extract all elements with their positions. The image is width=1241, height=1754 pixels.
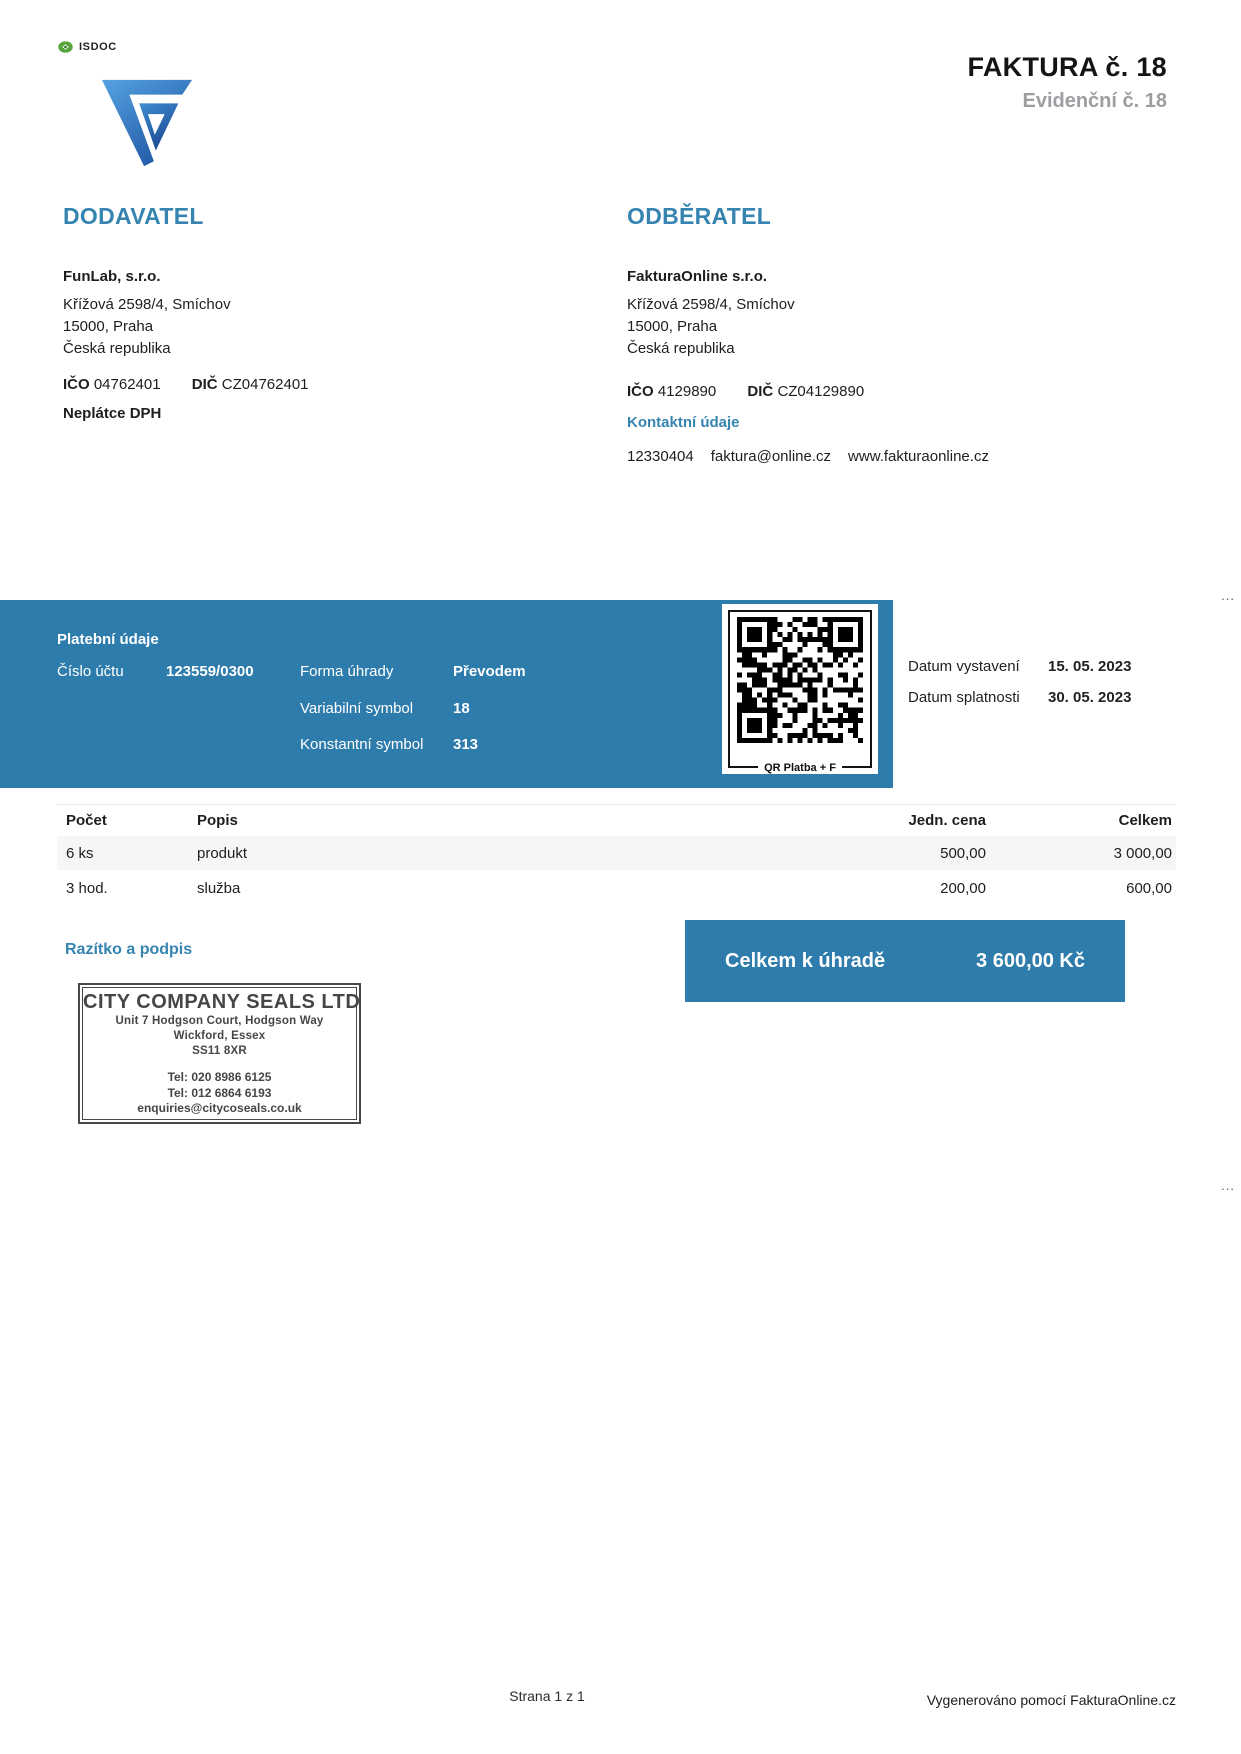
items-header-row	[57, 805, 1176, 836]
supplier-ico-value: 04762401	[93, 376, 161, 393]
margin-ellipsis: ...	[1221, 588, 1235, 603]
item-total: 600,00	[1126, 879, 1172, 897]
qr-frame	[728, 610, 872, 774]
table-row	[57, 836, 1176, 870]
customer-address-line: Křížová 2598/4, Smíchov	[627, 296, 795, 313]
col-qty-header: Počet	[66, 812, 107, 829]
contact-row	[627, 448, 1127, 465]
supplier-ico-label: IČO	[63, 376, 90, 393]
payment-heading: Platební údaje	[57, 631, 159, 648]
due-date-value: 30. 05. 2023	[1048, 689, 1132, 706]
company-logo	[98, 74, 196, 172]
isdoc-badge	[57, 40, 117, 54]
company-stamp	[78, 983, 361, 1124]
customer-name: FakturaOnline s.r.o.	[627, 268, 768, 285]
margin-ellipsis: ...	[1221, 1178, 1235, 1193]
item-desc: produkt	[197, 844, 248, 862]
variable-symbol-label: Variabilní symbol	[300, 700, 414, 717]
stamp-address-line: SS11 8XR	[192, 1045, 247, 1057]
payment-method-value: Převodem	[453, 663, 526, 680]
contact-email: faktura@online.cz	[710, 448, 832, 465]
stamp-address-line: Unit 7 Hodgson Court, Hodgson Way	[115, 1015, 324, 1027]
customer-address-line: 15000, Praha	[627, 318, 718, 335]
customer-heading: ODBĚRATEL	[627, 203, 772, 229]
supplier-address-line: Česká republika	[63, 340, 171, 357]
supplier-vat-note: Neplátce DPH	[63, 405, 162, 422]
invoice-title: FAKTURA č. 18	[967, 52, 1167, 82]
stamp-address-line: Wickford, Essex	[173, 1030, 266, 1042]
issue-date-label: Datum vystavení	[908, 658, 1020, 675]
stamp-email: enquiries@citycoseals.co.uk	[137, 1101, 302, 1115]
payment-method-label: Forma úhrady	[300, 663, 394, 680]
customer-address-line: Česká republika	[627, 340, 735, 357]
stamp-inner-border	[82, 987, 361, 1120]
contact-website: www.fakturaonline.cz	[848, 448, 989, 465]
contact-heading: Kontaktní údaje	[627, 414, 740, 431]
title-block	[968, 52, 1167, 113]
customer-ico-value: 4129890	[657, 383, 717, 400]
item-unit: 200,00	[940, 879, 986, 897]
qr-label: QR Platba + F	[758, 762, 842, 774]
generated-by-note: Vygenerováno pomocí FakturaOnline.cz	[926, 1692, 1176, 1708]
page-number: Strana 1 z 1	[509, 1688, 585, 1704]
isdoc-leaf-icon	[57, 40, 74, 54]
qr-code	[737, 617, 863, 743]
due-date-label: Datum splatnosti	[908, 689, 1020, 706]
item-total: 3 000,00	[1113, 844, 1172, 862]
issue-date-value: 15. 05. 2023	[1048, 658, 1132, 675]
invoice-subtitle: Evidenční č. 18	[1022, 90, 1167, 112]
customer-ids	[627, 383, 1127, 400]
stamp-phone: Tel: 020 8986 6125	[167, 1070, 272, 1084]
dates-block	[908, 658, 1131, 720]
constant-symbol-value: 313	[453, 736, 479, 753]
isdoc-label: ISDOC	[79, 41, 117, 53]
stamp-heading: Razítko a podpis	[65, 941, 193, 958]
supplier-ids	[63, 376, 493, 393]
supplier-address-line: 15000, Praha	[63, 318, 154, 335]
total-due-bar	[685, 920, 1125, 1002]
col-total-header: Celkem	[1118, 812, 1172, 829]
stamp-phone: Tel: 012 6864 6193	[167, 1085, 272, 1100]
total-due-label: Celkem k úhradě	[725, 949, 886, 972]
item-qty: 3 hod.	[66, 879, 108, 897]
table-row	[57, 870, 1176, 906]
items-table	[57, 804, 1176, 906]
customer-dic-label: DIČ	[747, 383, 774, 400]
supplier-heading: DODAVATEL	[63, 203, 204, 229]
supplier-dic-label: DIČ	[191, 376, 218, 393]
variable-symbol-value: 18	[453, 700, 470, 717]
qr-payment-box	[722, 604, 878, 774]
constant-symbol-label: Konstantní symbol	[300, 736, 424, 753]
account-number: 123559/0300	[166, 663, 254, 680]
item-unit: 500,00	[940, 844, 986, 862]
customer-ico-label: IČO	[627, 383, 654, 400]
item-desc: služba	[197, 879, 241, 897]
customer-dic-value: CZ04129890	[777, 383, 865, 400]
supplier-address-line: Křížová 2598/4, Smíchov	[63, 296, 231, 313]
account-label: Číslo účtu	[57, 663, 124, 680]
total-due-value: 3 600,00 Kč	[976, 949, 1085, 972]
customer-block	[627, 203, 1127, 465]
supplier-block	[63, 203, 493, 422]
item-qty: 6 ks	[66, 844, 94, 862]
stamp-company-name: CITY COMPANY SEALS LTD	[83, 991, 361, 1013]
col-unit-header: Jedn. cena	[908, 812, 986, 829]
contact-phone: 12330404	[627, 448, 694, 465]
col-desc-header: Popis	[197, 812, 238, 829]
supplier-name: FunLab, s.r.o.	[63, 268, 161, 285]
supplier-dic-value: CZ04762401	[221, 376, 309, 393]
